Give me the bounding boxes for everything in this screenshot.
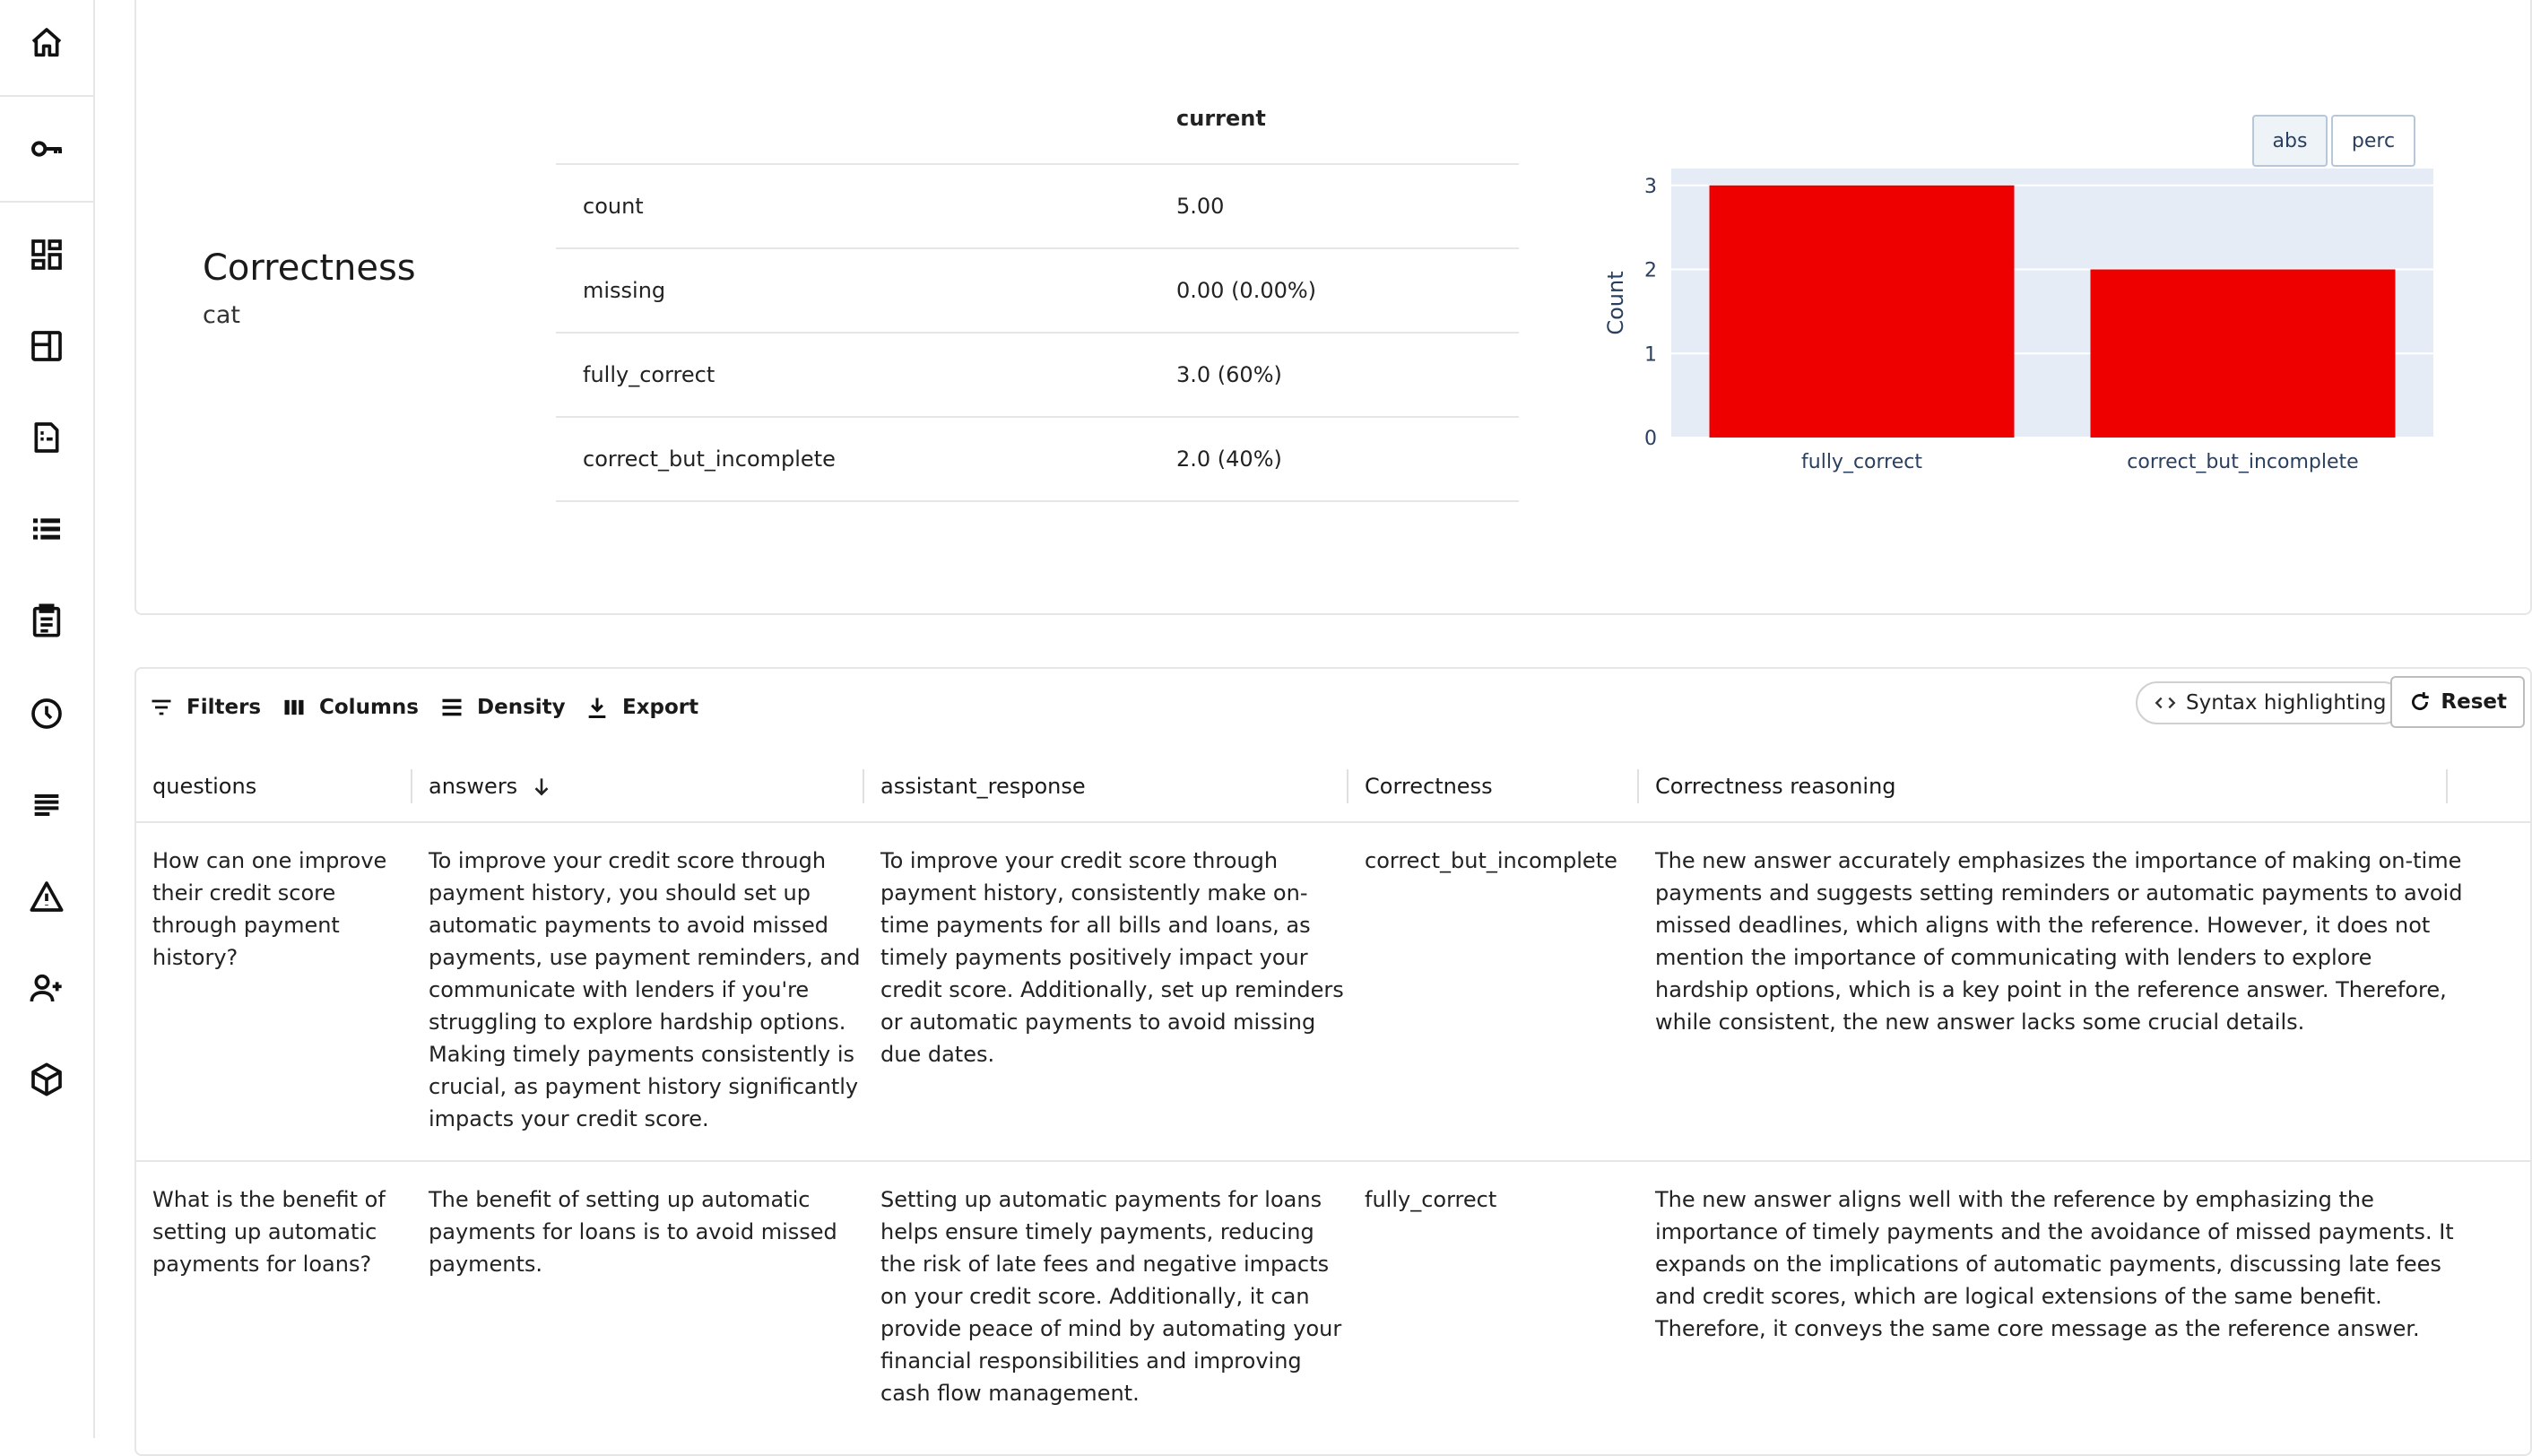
table-row[interactable]	[136, 1162, 2530, 1431]
column-header-correctness-reasoning[interactable]	[1639, 750, 2446, 823]
column-header-correctness[interactable]	[1348, 750, 1637, 823]
stats-header	[556, 97, 1519, 165]
cell-text-line: credit score. Additionally, set up reminders	[880, 977, 1344, 1002]
cell-text-line: through payment	[152, 913, 340, 938]
density-label: Density	[477, 696, 566, 719]
feature-summary-card	[134, 0, 2532, 615]
density-icon	[439, 695, 464, 720]
cell-text-line: correct_but_incomplete	[1365, 848, 1617, 873]
cell-questions	[136, 1183, 386, 1280]
stats-row	[556, 249, 1519, 334]
cell-text-line: importance of timely payments and the avoidance of missed payments. It	[1655, 1219, 2454, 1244]
table-toolbar	[136, 669, 2530, 750]
stats-key: missing	[583, 278, 666, 303]
nav-alerts[interactable]	[0, 870, 93, 923]
filters-label: Filters	[186, 696, 262, 719]
y-axis-label: Count	[1603, 271, 1628, 335]
x-tick-label: correct_but_incomplete	[2127, 451, 2359, 473]
stats-key: count	[583, 194, 644, 219]
key-icon	[29, 131, 65, 167]
nav-panels[interactable]	[0, 319, 93, 373]
y-tick-label: 1	[1644, 343, 1657, 367]
cell-text-line: or automatic payments to avoid missing	[880, 1010, 1316, 1035]
cell-text-line: expands on the implications of automatic payments, discussing late fees	[1655, 1252, 2441, 1277]
clipboard-icon	[29, 602, 65, 638]
perc-toggle-button[interactable]: perc	[2331, 115, 2415, 167]
distribution-chart	[1589, 158, 2521, 490]
stats-row	[556, 165, 1519, 249]
filters-button[interactable]	[149, 685, 261, 730]
syntax-highlighting-toggle[interactable]	[2136, 681, 2405, 724]
cell-text-line: How can one improve	[152, 848, 387, 873]
cell-answers	[412, 845, 860, 1135]
stats-table	[556, 97, 1519, 502]
cell-text-line: cash flow management.	[880, 1381, 1140, 1406]
bar-correct-but-incomplete	[2091, 270, 2396, 438]
table-header	[136, 750, 2530, 823]
y-tick-label: 3	[1644, 175, 1657, 198]
cell-text-line: To improve your credit score through	[429, 848, 827, 873]
cell-text-line: struggling to explore hardship options.	[429, 1010, 846, 1035]
cell-correctness	[1348, 1183, 1496, 1216]
cell-text-line: The benefit of setting up automatic	[429, 1187, 811, 1212]
cell-text-line: Setting up automatic payments for loans	[880, 1187, 1322, 1212]
feature-name: Correctness	[203, 247, 416, 289]
nav-text[interactable]	[0, 778, 93, 832]
cell-reasoning	[1639, 845, 2462, 1038]
nav-history[interactable]	[0, 687, 93, 741]
table-row[interactable]	[136, 823, 2530, 1162]
cell-text-line: crucial, as payment history significantly	[429, 1074, 859, 1099]
cell-text-line: mention the importance of communicating with lenders to explore	[1655, 945, 2372, 970]
cell-text-line: while consistent, the new answer lacks some crucial details.	[1655, 1010, 2305, 1035]
cell-text-line: payments for loans?	[152, 1252, 372, 1277]
stats-value: 2.0 (40%)	[1176, 446, 1282, 472]
cell-reasoning	[1639, 1183, 2454, 1345]
cell-text-line: Making timely payments consistently is	[429, 1042, 855, 1067]
cell-text-line: payment history, you should set up	[429, 880, 811, 906]
cell-text-line: Therefore, it conveys the same core message as the reference answer.	[1655, 1316, 2420, 1341]
cell-text-line: history?	[152, 945, 238, 970]
cell-questions	[136, 845, 386, 974]
cell-text-line: helps ensure timely payments, reducing	[880, 1219, 1314, 1244]
stats-column-header: current	[1176, 106, 1266, 131]
column-separator[interactable]	[2446, 769, 2448, 803]
stats-row	[556, 418, 1519, 502]
cell-text-line: on your credit score. Additionally, it can	[880, 1284, 1310, 1309]
nav-dashboard[interactable]	[0, 228, 93, 282]
data-table	[134, 667, 2532, 1456]
list-icon	[29, 511, 65, 547]
column-header-questions[interactable]	[136, 750, 411, 823]
nav-list[interactable]	[0, 502, 93, 556]
nav-home[interactable]	[0, 16, 93, 70]
code-icon	[2154, 691, 2177, 715]
nav-tests[interactable]	[0, 594, 93, 647]
stats-key: fully_correct	[583, 362, 715, 387]
home-icon	[29, 25, 65, 61]
abs-toggle-button[interactable]: abs	[2252, 115, 2328, 167]
cell-text-line: payments.	[429, 1252, 543, 1277]
cell-answers	[412, 1183, 837, 1280]
column-header-label: questions	[152, 774, 257, 799]
y-tick-label: 0	[1644, 428, 1657, 450]
column-header-label: assistant_response	[880, 774, 1086, 799]
warning-icon	[29, 879, 65, 914]
stats-value: 5.00	[1176, 194, 1225, 219]
cell-text-line: their credit score	[152, 880, 336, 906]
cell-text-line: payments for loans is to avoid missed	[429, 1219, 837, 1244]
nav-keys[interactable]	[0, 122, 93, 176]
reset-label: Reset	[2441, 690, 2507, 714]
nav-reports[interactable]	[0, 411, 93, 464]
export-button[interactable]	[585, 685, 698, 730]
cell-text-line: To improve your credit score through	[880, 848, 1279, 873]
stats-value: 3.0 (60%)	[1176, 362, 1282, 387]
column-header-label: Correctness	[1365, 774, 1493, 799]
cell-text-line: timely payments positively impact your	[880, 945, 1308, 970]
cell-text-line: fully_correct	[1365, 1187, 1497, 1212]
cell-assistant-response	[864, 1183, 1341, 1409]
y-tick-label: 2	[1644, 259, 1657, 282]
cell-assistant-response	[864, 845, 1344, 1070]
cell-text-line: impacts your credit score.	[429, 1106, 709, 1131]
columns-icon	[282, 695, 307, 720]
bar-fully-correct	[1710, 186, 2015, 438]
cell-text-line: payments, use payment reminders, and	[429, 945, 861, 970]
columns-label: Columns	[319, 696, 419, 719]
export-label: Export	[622, 696, 699, 719]
sort-descending-icon[interactable]	[530, 775, 553, 798]
refresh-icon	[2408, 690, 2432, 714]
report-icon	[29, 420, 65, 455]
reset-button[interactable]	[2390, 676, 2525, 728]
cell-text-line: missed deadlines, which aligns with the reference. However, it does not	[1655, 913, 2431, 938]
add-user-icon	[29, 970, 65, 1006]
download-icon	[585, 695, 610, 720]
cell-text-line: financial responsibilities and improving	[880, 1348, 1302, 1374]
cell-text-line: the risk of late fees and negative impacts	[880, 1252, 1330, 1277]
nav-divider	[0, 201, 93, 203]
cell-text-line: payments and suggests setting reminders or automatic payments to avoid	[1655, 880, 2463, 906]
column-header-label: Correctness reasoning	[1655, 774, 1896, 799]
main-content	[95, 0, 2532, 1438]
column-header-assistant-response[interactable]	[864, 750, 1347, 823]
cell-text-line: setting up automatic	[152, 1219, 377, 1244]
cell-correctness	[1348, 845, 1617, 877]
cell-text-line: and credit scores, which are logical extensions of the same benefit.	[1655, 1284, 2382, 1309]
cell-text-line: time payments for all bills and loans, as	[880, 913, 1311, 938]
stats-key: correct_but_incomplete	[583, 446, 836, 472]
nav-models[interactable]	[0, 1053, 93, 1106]
stats-value: 0.00 (0.00%)	[1176, 278, 1317, 303]
cube-icon	[29, 1062, 65, 1097]
density-button[interactable]	[439, 685, 566, 730]
cell-text-line: provide peace of mind by automating your	[880, 1316, 1342, 1341]
columns-button[interactable]	[282, 685, 419, 730]
cell-text-line: communicate with lenders if you're	[429, 977, 810, 1002]
nav-users[interactable]	[0, 961, 93, 1015]
syntax-highlighting-label: Syntax highlighting	[2186, 691, 2387, 715]
panels-icon	[29, 328, 65, 364]
column-header-label: answers	[429, 774, 518, 799]
cell-text-line: automatic payments to avoid missed	[429, 913, 828, 938]
column-header-answers[interactable]	[412, 750, 863, 823]
cell-text-line: The new answer aligns well with the reference by emphasizing the	[1655, 1187, 2374, 1212]
text-lines-icon	[29, 787, 65, 823]
cell-text-line: The new answer accurately emphasizes the importance of making on-time	[1655, 848, 2462, 873]
clock-icon	[29, 696, 65, 732]
dashboard-icon	[29, 237, 65, 273]
sidebar	[0, 0, 95, 1438]
nav-divider	[0, 95, 93, 97]
feature-type: cat	[203, 301, 240, 329]
cell-text-line: hardship options, which is a key point in the reference answer. Therefore,	[1655, 977, 2447, 1002]
x-tick-label: fully_correct	[1801, 451, 1922, 473]
stats-row	[556, 334, 1519, 418]
filter-icon	[149, 695, 174, 720]
cell-text-line: payment history, consistently make on-	[880, 880, 1308, 906]
cell-text-line: What is the benefit of	[152, 1187, 386, 1212]
cell-text-line: due dates.	[880, 1042, 995, 1067]
